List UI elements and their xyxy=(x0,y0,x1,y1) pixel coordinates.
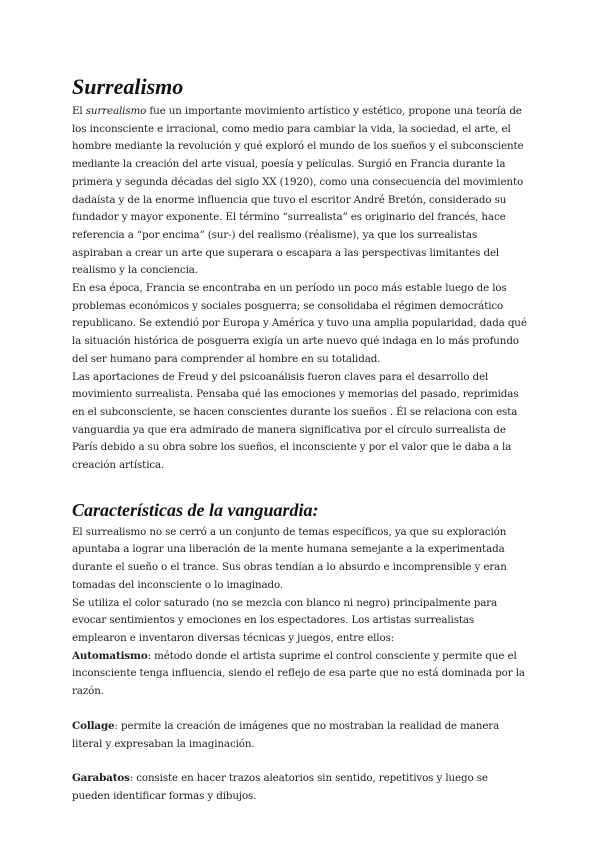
technique-description: : permite la creación de imágenes que no mostraban la realidad de manera literal y expresaban la imaginación. xyxy=(72,719,500,750)
themes-paragraph: El surrealismo no se cerró a un conjunto de temas específicos, ya que su exploración apuntaba a lograr una liberación de la mente humana semejante a la experimentada durante el sueño o el trance. Sus obras tendían a lo absurdo e incomprensible y eran tomadas del inconsciente o lo imaginado. xyxy=(72,525,507,591)
intro-pre: El xyxy=(72,105,86,117)
technique-item-garabatos xyxy=(72,770,528,805)
technique-term: Automatismo xyxy=(72,649,148,662)
intro-emphasis: surrealismo xyxy=(85,105,147,117)
technique-item-automatismo xyxy=(72,648,528,701)
intro-post: fue un importante movimiento artístico y estético, propone una teoría de los inconsciente e irracional, como medio para cambiar la vida, la sociedad, el arte, el hombre mediante la revolución y qué exploró el mundo de los sueños y el subconsciente mediante la creación del arte visual, poesía y películas. Surgió en Francia durante la primera y segunda décadas del siglo XX (1920), como una consecuencia del movimiento dadaísta y de la enorme influencia que tuvo el escritor André Bretón, considerado su fundador y mayor exponente. El término “surrealista” es originario del francés, hace referencia a “por encima” (sur-) del realismo (réalisme), ya que los surrealistas aspiraban a crear un arte que superara o escapara a las perspectivas limitantes del realismo y la conciencia. xyxy=(72,105,524,277)
technique-description: : método donde el artista suprime el control consciente y permite que el inconsciente tenga influencia, siendo el reflejo de esa parte que no está dominada por la razón. xyxy=(72,649,525,698)
section-heading: Características de la vanguardia: xyxy=(72,499,319,520)
technique-term: Garabatos xyxy=(72,772,130,785)
intro-paragraph xyxy=(72,103,528,280)
technique-item-collage xyxy=(72,718,528,753)
technique-term: Collage xyxy=(72,719,115,732)
history-paragraph: En esa época, Francia se encontraba en un período un poco más estable luego de los problemas económicos y sociales posguerra; se consolidaba el régimen democrático republicano. Se extendió por Europa y América y tuvo una amplia popularidad, dada qué la situación histórica de posguerra exigía un arte nuevo qué indaga en lo más profundo del ser humano para comprender al hombre en su totalidad. xyxy=(72,282,527,365)
page-title: Surrealismo xyxy=(72,74,184,99)
technique-description: : consiste en hacer trazos aleatorios sin sentido, repetitivos y luego se pueden identificar formas y dibujos. xyxy=(72,772,488,802)
freud-paragraph: Las aportaciones de Freud y del psicoanálisis fueron claves para el desarrollo del movimiento surrealista. Pensaba qué las emociones y memorias del pasado, reprimidas en el subconsciente, se hacen conscientes durante los sueños . Él se relaciona con esta vanguardia ya que era admirado de manera significativa por el círculo surrealista de París debido a su obra sobre los sueños, el inconsciente y por el valor que le daba a la creación artística. xyxy=(72,370,519,472)
techniques-paragraph: Se utiliza el color saturado (no se mezcla con blanco ni negro) principalmente para evocar sentimientos y emociones en los espectadores. Los artistas surrealistas emplearon e inventaron diversas técnicas y juegos, entre ellos: xyxy=(72,596,498,644)
